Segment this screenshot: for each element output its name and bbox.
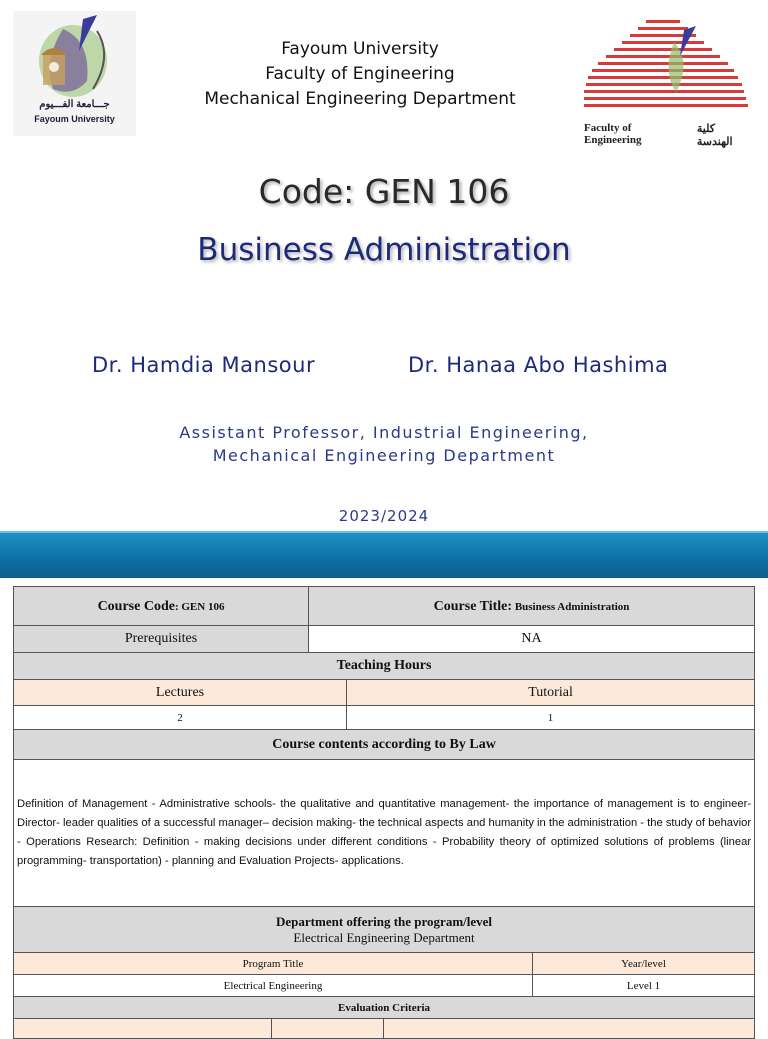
course-contents-header: Course contents according to By Law: [14, 730, 755, 760]
evaluation-criteria-header: Evaluation Criteria: [14, 997, 755, 1019]
course-code-label: Course Code: [97, 599, 175, 614]
department-name: Mechanical Engineering Department: [204, 89, 516, 109]
table-row: [14, 730, 755, 760]
evaluation-cell: [384, 1019, 755, 1039]
prerequisites-value: NA: [309, 626, 755, 653]
instructor-name-2: Dr. Hanaa Abo Hashima: [408, 353, 669, 377]
faculty-logo-english: Faculty of Engineering: [584, 122, 642, 146]
faculty-logo-arabic: كلية الهندسة: [696, 123, 733, 148]
tutorial-header: Tutorial: [347, 680, 755, 706]
logo-english-text: Fayoum University: [34, 114, 115, 124]
program-title-value: Electrical Engineering: [14, 975, 533, 997]
year-level-value: Level 1: [533, 975, 755, 997]
course-specification-document: [13, 586, 754, 1039]
position-line-2: Mechanical Engineering Department: [212, 446, 556, 465]
table-row: [14, 706, 755, 730]
course-code-cell: [14, 587, 309, 626]
table-row: [14, 1019, 755, 1039]
course-code-title: Code: GEN 106: [258, 172, 510, 211]
university-emblem-icon: [13, 11, 136, 101]
lectures-value: 2: [14, 706, 347, 730]
institution-header: [180, 37, 540, 112]
instructor-position: [0, 421, 768, 467]
program-title-header: Program Title: [14, 953, 533, 975]
dept-offering-value: Electrical Engineering Department: [293, 929, 475, 945]
lectures-header: Lectures: [14, 680, 347, 706]
evaluation-cell: [14, 1019, 272, 1039]
table-row: [14, 760, 755, 907]
table-row: [14, 907, 755, 953]
university-name: Fayoum University: [281, 39, 439, 59]
evaluation-cell: [272, 1019, 384, 1039]
logo-arabic-text: جـــامعة الفـــيوم: [39, 99, 110, 110]
dept-offering-cell: [14, 907, 755, 953]
table-row: [14, 680, 755, 706]
faculty-logo-caption: [584, 122, 752, 148]
table-row: [14, 626, 755, 653]
faculty-name: Faculty of Engineering: [265, 64, 455, 84]
teaching-hours-header: Teaching Hours: [14, 653, 755, 680]
pyramid-stripes-icon: [584, 12, 752, 122]
table-row: [14, 997, 755, 1019]
table-row: [14, 953, 755, 975]
fayoum-university-logo: [13, 11, 136, 136]
course-title-label: Course Title:: [433, 599, 513, 614]
academic-year: 2023/2024: [338, 507, 430, 525]
slide-footer-bar: [0, 531, 768, 578]
prerequisites-label: Prerequisites: [14, 626, 309, 653]
instructor-name-1: Dr. Hamdia Mansour: [92, 353, 316, 377]
table-row: [14, 653, 755, 680]
course-info-table: [13, 586, 755, 1039]
table-row: [14, 975, 755, 997]
position-line-1: Assistant Professor, Industrial Engineering,: [179, 423, 589, 442]
year-level-header: Year/level: [533, 953, 755, 975]
course-code-value: : GEN 106: [174, 601, 225, 613]
tutorial-value: 1: [347, 706, 755, 730]
course-name-title: Business Administration: [197, 232, 571, 268]
course-contents-text: Definition of Management - Administrative schools- the qualitative and quantitative management- the importance of management is to engineer- Director- leader qualities of a successful manager– decision making- the technical aspects and humanity in the administration - the study of behavior - Operations Research: Definition - making decisions under different conditions - Probability theory of optimized solutions of problems (linear programming- transportation) - planning and Evaluation Projects- applications.: [14, 760, 755, 907]
table-row: [14, 587, 755, 626]
faculty-of-engineering-logo: [584, 12, 752, 148]
course-title-cell: [309, 587, 755, 626]
dept-offering-label: Department offering the program/level: [276, 913, 493, 929]
course-title-value: Business Administration: [512, 601, 630, 613]
